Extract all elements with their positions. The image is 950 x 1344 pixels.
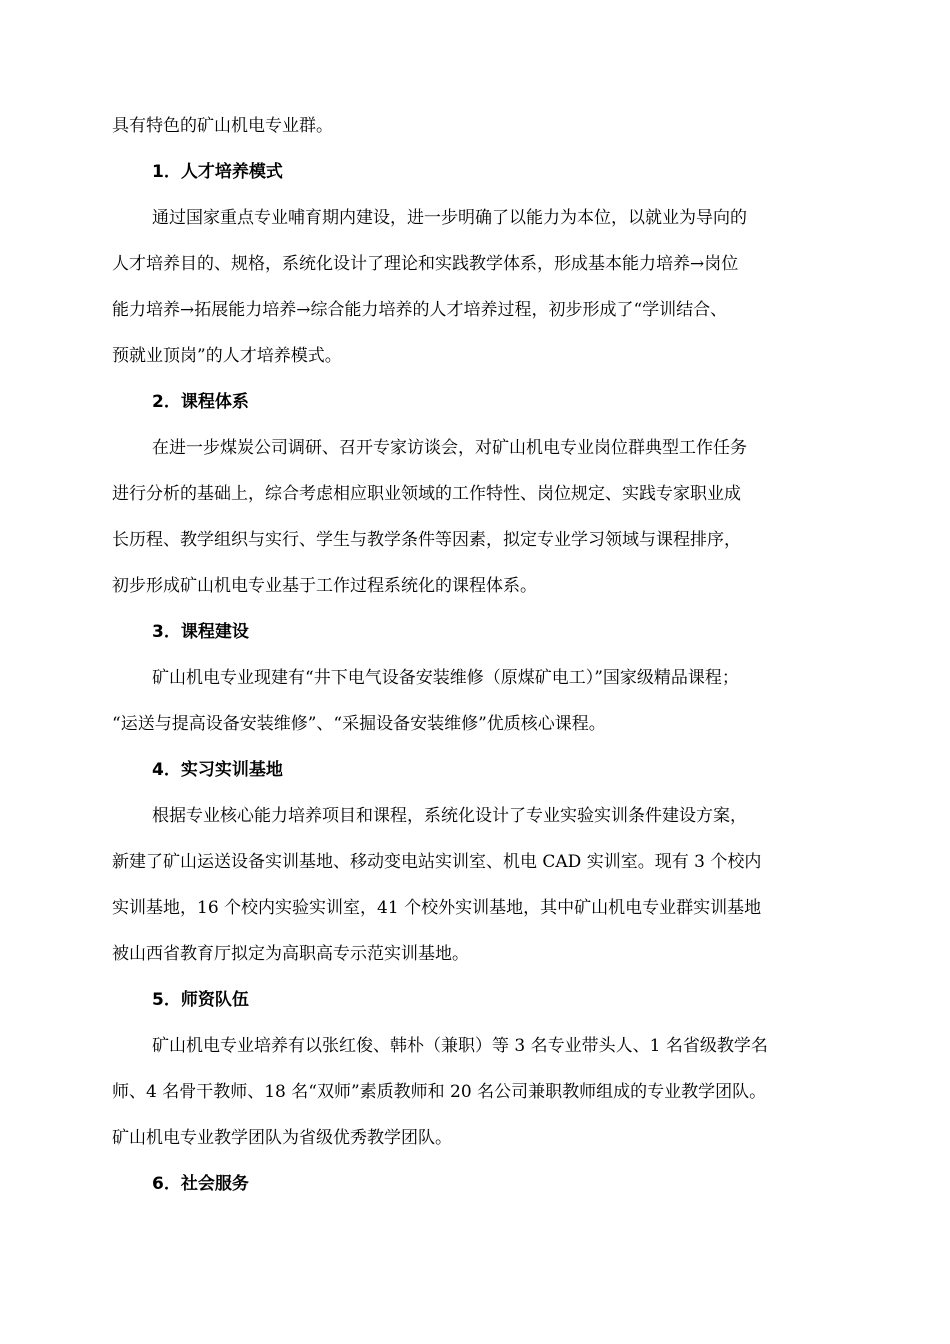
section-heading-talent-model: 1．人才培养模式 [152, 162, 283, 182]
paragraph-line: 能力培养→拓展能力培养→综合能力培养的人才培养过程，初步形成了“学训结合、 [112, 300, 728, 320]
paragraph-line: 新建了矿山运送设备实训基地、移动变电站实训室、机电 CAD 实训室。现有 3 个校内 [112, 852, 762, 872]
paragraph-line: 预就业顶岗”的人才培养模式。 [112, 346, 342, 366]
paragraph-curriculum-system [112, 425, 844, 609]
paragraph-talent-model [112, 195, 844, 379]
section-heading-social-service: 6．社会服务 [152, 1174, 249, 1194]
paragraph-faculty [112, 1023, 844, 1161]
intro-line: 具有特色的矿山机电专业群。 [112, 116, 333, 136]
paragraph-line: 矿山机电专业教学团队为省级优秀教学团队。 [112, 1128, 452, 1148]
paragraph-line: 师、4 名骨干教师、18 名“双师”素质教师和 20 名公司兼职教师组成的专业教学团队。 [112, 1082, 767, 1102]
paragraph-line: 矿山机电专业培养有以张红俊、韩朴（兼职）等 3 名专业带头人、1 名省级教学名 [152, 1036, 768, 1056]
section-heading-curriculum-system: 2．课程体系 [152, 392, 249, 412]
section-heading-course-construction: 3．课程建设 [152, 622, 249, 642]
section-heading-training-base: 4．实习实训基地 [152, 760, 283, 780]
paragraph-course-construction [112, 655, 844, 747]
paragraph-line: 通过国家重点专业哺育期内建设，进一步明确了以能力为本位，以就业为导向的 [152, 208, 747, 228]
paragraph-line: 长历程、教学组织与实行、学生与教学条件等因素，拟定专业学习领域与课程排序， [112, 530, 741, 550]
paragraph-line: “运送与提高设备安装维修”、“采掘设备安装维修”优质核心课程。 [112, 714, 606, 734]
paragraph-line: 根据专业核心能力培养项目和课程，系统化设计了专业实验实训条件建设方案， [152, 806, 747, 826]
paragraph-line: 人才培养目的、规格，系统化设计了理论和实践教学体系，形成基本能力培养→岗位 [112, 254, 739, 274]
paragraph-line: 实训基地，16 个校内实验实训室，41 个校外实训基地，其中矿山机电专业群实训基地 [112, 898, 762, 918]
paragraph-line: 在进一步煤炭公司调研、召开专家访谈会，对矿山机电专业岗位群典型工作任务 [152, 438, 747, 458]
section-heading-faculty: 5．师资队伍 [152, 990, 249, 1010]
paragraph-training-base [112, 793, 844, 977]
paragraph-line: 被山西省教育厅拟定为高职高专示范实训基地。 [112, 944, 469, 964]
paragraph-line: 初步形成矿山机电专业基于工作过程系统化的课程体系。 [112, 576, 537, 596]
document-body [112, 103, 844, 1207]
paragraph-line: 矿山机电专业现建有“井下电气设备安装维修（原煤矿电工）”国家级精品课程； [152, 668, 739, 688]
paragraph-line: 进行分析的基础上，综合考虑相应职业领域的工作特性、岗位规定、实践专家职业成 [112, 484, 741, 504]
